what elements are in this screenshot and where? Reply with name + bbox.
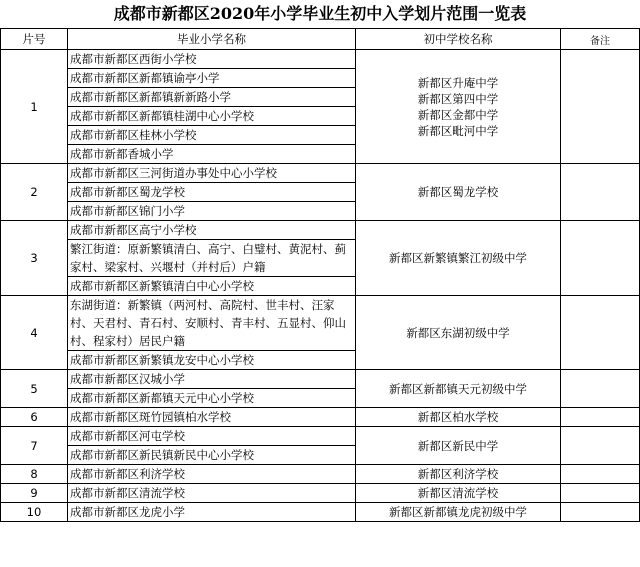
row-index: 7 [1,427,68,465]
row-index: 4 [1,296,68,370]
primary-school-cell: 成都市新都区新都镇天元中心小学校 [68,389,356,408]
row-index: 5 [1,370,68,408]
table-body [1,50,640,522]
primary-school-cell: 成都市新都区新都镇谕亭小学 [68,69,356,88]
note-cell [561,50,640,164]
table-row [1,503,640,522]
middle-school-cell [356,427,561,465]
primary-school-cell: 成都市新都区斑竹园镇柏水学校 [68,408,356,427]
middle-school-name: 新都区新都镇天元初级中学 [389,381,527,396]
note-cell [561,296,640,370]
middle-school-cell [356,503,561,522]
table-row [1,50,640,69]
middle-school-cell [356,221,561,296]
note-cell [561,503,640,522]
middle-school-name: 新都区新民中学 [417,438,499,453]
middle-school-cell [356,164,561,221]
table-row [1,408,640,427]
primary-school-cell: 成都市新都香城小学 [68,145,356,164]
middle-school-cell [356,465,561,484]
districting-table [0,28,640,522]
row-index: 9 [1,484,68,503]
primary-school-cell: 东湖街道：新繁镇（两河村、高院村、世丰村、汪家村、天君村、青石村、安顺村、青丰村、五显村、仰山村、程家村）居民户籍 [68,296,356,351]
header-row [1,29,640,50]
middle-school-name: 新都区毗河中学 [417,123,499,138]
primary-school-cell: 成都市新都区新繁镇龙安中心小学校 [68,351,356,370]
table-row [1,465,640,484]
middle-school-cell [356,408,561,427]
middle-school-name: 新都区金都中学 [417,107,499,122]
table-row [1,164,640,183]
primary-school-cell: 成都市新都区三河街道办事处中心小学校 [68,164,356,183]
primary-school-cell: 成都市新都区利济学校 [68,465,356,484]
row-index: 2 [1,164,68,221]
middle-school-cell [356,296,561,370]
table-row [1,221,640,240]
middle-school-name: 新都区东湖初级中学 [406,325,510,340]
table-row [1,370,640,389]
middle-school-name: 新都区蜀龙学校 [417,185,499,199]
row-index: 10 [1,503,68,522]
primary-school-cell: 成都市新都区新都镇新新路小学 [68,88,356,107]
primary-school-cell: 成都市新都区新繁镇清白中心小学校 [68,277,356,296]
note-cell [561,164,640,221]
note-cell [561,427,640,465]
header-primary-school: 毕业小学名称 [68,29,356,50]
note-cell [561,465,640,484]
row-index: 6 [1,408,68,427]
primary-school-cell: 成都市新都区高宁小学校 [68,221,356,240]
table-row [1,296,640,351]
middle-school-cell [356,50,561,164]
middle-school-cell [356,484,561,503]
middle-school-name: 新都区第四中学 [417,91,499,106]
middle-school-name: 新都区新繁镇繁江初级中学 [389,251,527,265]
primary-school-cell: 成都市新都区蜀龙学校 [68,183,356,202]
page-title: 成都市新都区2020年小学毕业生初中入学划片范围一览表 [113,4,527,23]
note-cell [561,408,640,427]
middle-school-name: 新都区新都镇龙虎初级中学 [389,505,527,519]
table-row [1,427,640,446]
table-row [1,484,640,503]
primary-school-cell: 成都市新都区锦门小学 [68,202,356,221]
header-middle-school: 初中学校名称 [356,29,561,50]
primary-school-cell: 成都市新都区河屯学校 [68,427,356,446]
row-index: 1 [1,50,68,164]
middle-school-name: 新都区柏水学校 [417,410,499,424]
note-cell [561,370,640,408]
middle-school-name: 新都区清流学校 [417,486,499,500]
primary-school-cell: 成都市新都区汉城小学 [68,370,356,389]
primary-school-cell: 成都市新都区西街小学校 [68,50,356,69]
middle-school-name: 新都区升庵中学 [417,75,499,90]
primary-school-cell: 繁江街道：原新繁镇清白、高宁、白璧村、黄泥村、蓟家村、梁家村、兴堰村（并村后）户籍 [68,240,356,277]
middle-school-name: 新都区利济学校 [417,467,499,481]
primary-school-cell: 成都市新都区桂林小学校 [68,126,356,145]
primary-school-cell: 成都市新都区新都镇桂湖中心小学校 [68,107,356,126]
note-cell [561,221,640,296]
note-cell [561,484,640,503]
row-index: 3 [1,221,68,296]
header-index: 片号 [1,29,68,50]
primary-school-cell: 成都市新都区清流学校 [68,484,356,503]
middle-school-cell [356,370,561,408]
row-index: 8 [1,465,68,484]
primary-school-cell: 成都市新都区新民镇新民中心小学校 [68,446,356,465]
primary-school-cell: 成都市新都区龙虎小学 [68,503,356,522]
header-note: 备注 [561,29,640,50]
